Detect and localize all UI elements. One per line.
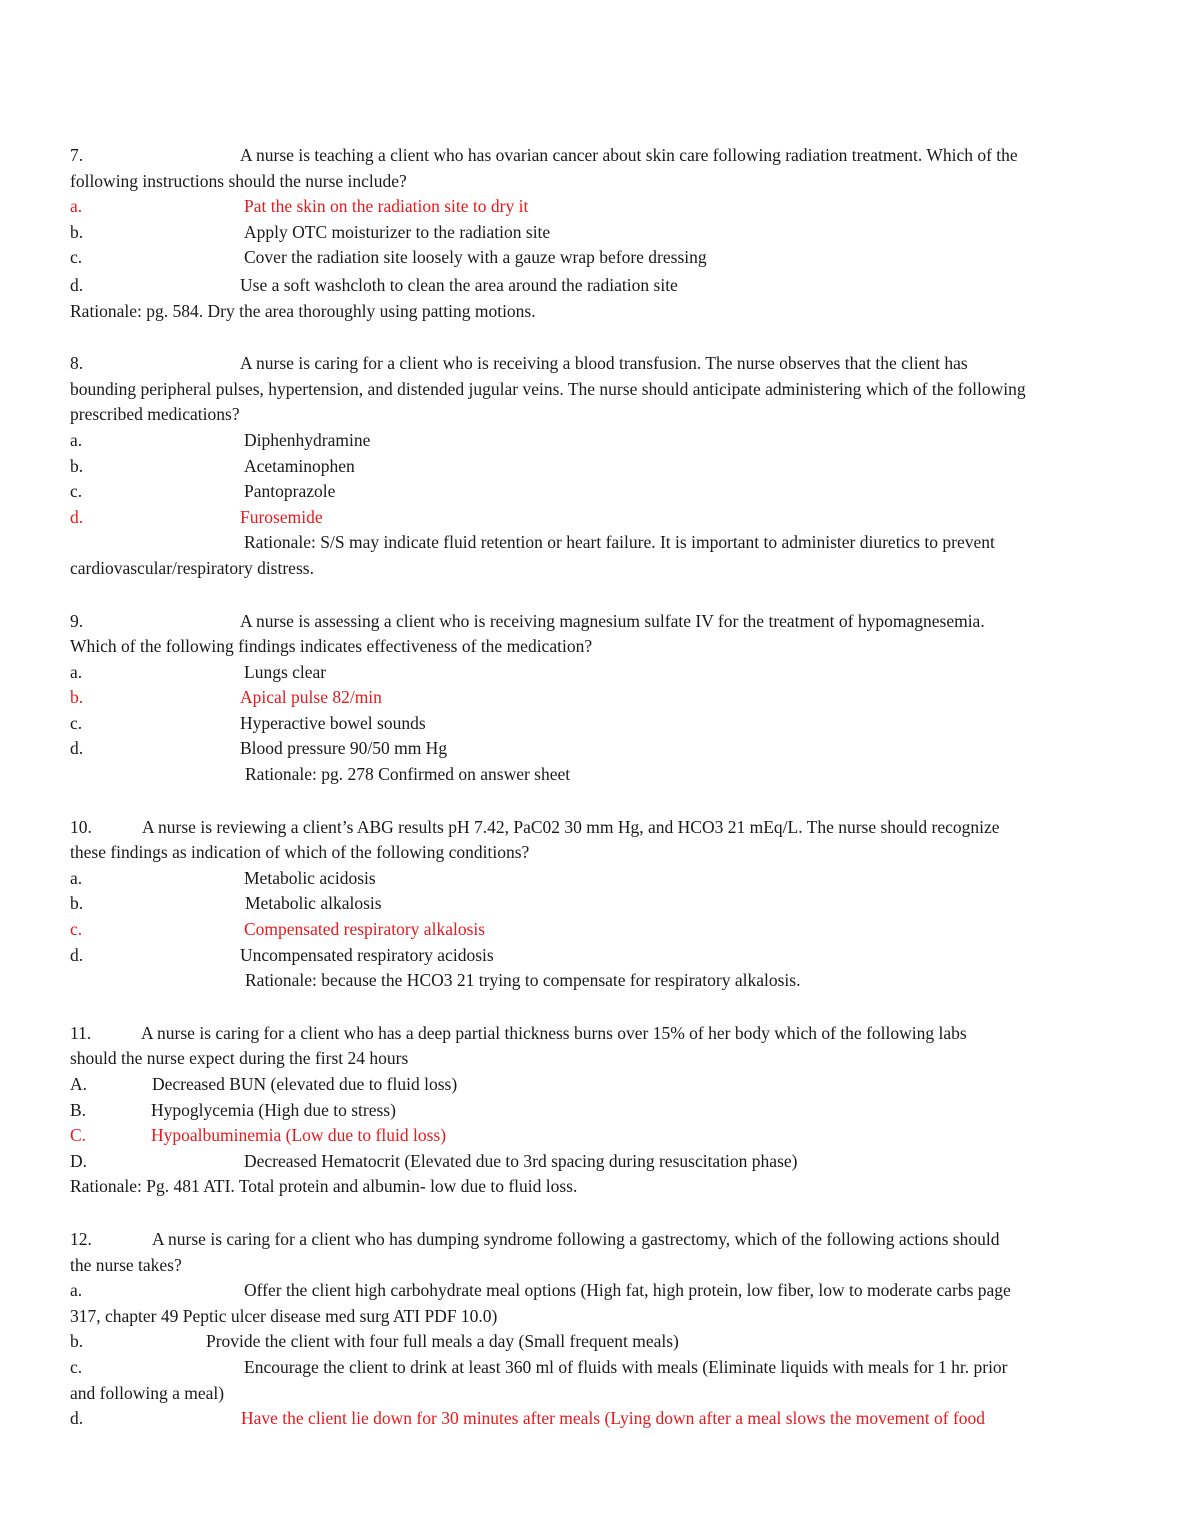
question-stem-line	[70, 1227, 1130, 1253]
option-c-continued: and following a meal)	[70, 1382, 225, 1403]
question-9	[70, 609, 1130, 788]
option-letter: c.	[70, 247, 83, 268]
option-d-correct	[70, 505, 1130, 531]
option-letter: b.	[70, 893, 84, 914]
option-text: Furosemide	[240, 506, 323, 527]
question-7	[70, 143, 1130, 324]
question-stem-continued: should the nurse expect during the first 24 hours	[70, 1048, 409, 1069]
option-text: Lungs clear	[244, 661, 327, 682]
option-letter: d.	[70, 274, 84, 295]
option-letter: b.	[70, 687, 84, 708]
option-d	[70, 273, 1130, 299]
option-b	[70, 1329, 1130, 1355]
option-letter: a.	[70, 1280, 83, 1301]
option-letter: a.	[70, 867, 83, 888]
option-letter: a.	[70, 196, 83, 217]
option-text-correct: Have the client lie down for 30 minutes after meals (Lying down after a meal slows the movement of food	[241, 1408, 986, 1429]
option-d	[70, 943, 1130, 969]
question-stem-line	[70, 143, 1130, 169]
option-text: Apical pulse 82/min	[240, 687, 382, 708]
option-text: Blood pressure 90/50 mm Hg	[240, 738, 448, 759]
question-number: 12.	[70, 1228, 92, 1249]
option-letter: a.	[70, 661, 83, 682]
question-stem-continued: Which of the following findings indicates effectiveness of the medication?	[70, 636, 593, 657]
option-text: Offer the client high carbohydrate meal options (High fat, high protein, low fiber, low to moderate carbs page	[244, 1280, 1011, 1301]
option-text: Diphenhydramine	[244, 429, 371, 450]
option-b-correct	[70, 685, 1130, 711]
rationale: Rationale: pg. 278 Confirmed on answer sheet	[245, 764, 571, 785]
option-letter: b.	[70, 221, 84, 242]
option-letter: c.	[70, 712, 83, 733]
option-b	[70, 220, 1130, 246]
option-text: Pat the skin on the radiation site to dry it	[244, 196, 529, 217]
option-text: Hypoglycemia (High due to stress)	[151, 1099, 396, 1120]
option-text: Provide the client with four full meals a day (Small frequent meals)	[206, 1331, 679, 1352]
rationale: Rationale: S/S may indicate fluid retention or heart failure. It is important to administer diuretics to prevent	[244, 532, 995, 553]
option-text: Metabolic acidosis	[244, 867, 376, 888]
option-letter: C.	[70, 1125, 87, 1146]
question-number: 10.	[70, 816, 92, 837]
question-12	[70, 1227, 1130, 1432]
question-stem-line	[70, 609, 1130, 635]
question-stem-continued: bounding peripheral pulses, hypertension, and distended jugular veins. The nurse should anticipate administering which of the following prescribed medications?	[70, 378, 1026, 425]
question-11	[70, 1021, 1130, 1200]
option-c-correct	[70, 1123, 1130, 1149]
option-letter: c.	[70, 481, 83, 502]
option-text: Uncompensated respiratory acidosis	[240, 944, 494, 965]
question-stem: A nurse is caring for a client who has a deep partial thickness burns over 15% of her body which of the following labs	[141, 1022, 967, 1043]
question-stem-line	[70, 1021, 1130, 1047]
document-page	[70, 143, 1130, 1459]
option-letter: D.	[70, 1150, 88, 1171]
option-text: Encourage the client to drink at least 360 ml of fluids with meals (Eliminate liquids with meals for 1 hr. prior	[244, 1356, 1008, 1377]
option-letter: d.	[70, 944, 84, 965]
option-text: Pantoprazole	[244, 481, 336, 502]
rationale-line	[70, 530, 1130, 556]
rationale: Rationale: Pg. 481 ATI. Total protein and albumin- low due to fluid loss.	[70, 1176, 578, 1197]
question-number: 7.	[70, 145, 84, 165]
option-letter: c.	[70, 1356, 83, 1377]
rationale-line	[70, 762, 1130, 788]
question-stem-line	[70, 815, 1130, 841]
option-text: Use a soft washcloth to clean the area around the radiation site	[240, 274, 678, 295]
option-a	[70, 866, 1130, 892]
question-stem-continued: the nurse takes?	[70, 1254, 182, 1275]
option-letter: B.	[70, 1099, 87, 1120]
option-c	[70, 245, 1130, 271]
option-text: Hyperactive bowel sounds	[240, 712, 426, 733]
option-c	[70, 711, 1130, 737]
rationale-line	[70, 968, 1130, 994]
question-10	[70, 815, 1130, 994]
question-number: 9.	[70, 610, 84, 631]
option-c-correct	[70, 917, 1130, 943]
question-number: 11.	[70, 1022, 92, 1043]
option-d-line	[70, 1406, 1130, 1432]
option-c	[70, 479, 1130, 505]
question-stem-continued: these findings as indication of which of the following conditions?	[70, 842, 530, 863]
question-8	[70, 351, 1130, 581]
option-d	[70, 1149, 1130, 1175]
rationale-continued: cardiovascular/respiratory distress.	[70, 557, 314, 578]
option-letter: d.	[70, 506, 84, 527]
question-stem-continued: following instructions should the nurse include?	[70, 170, 407, 191]
option-a	[70, 660, 1130, 686]
option-letter: c.	[70, 919, 83, 940]
question-stem-line	[70, 351, 1130, 377]
question-stem: A nurse is reviewing a client’s ABG results pH 7.42, PaC02 30 mm Hg, and HCO3 21 mEq/L. The nurse should recognize	[142, 816, 1000, 837]
question-stem: A nurse is assessing a client who is receiving magnesium sulfate IV for the treatment of hypomagnesemia.	[240, 610, 985, 631]
rationale: Rationale: because the HCO3 21 trying to compensate for respiratory alkalosis.	[245, 970, 801, 991]
option-text: Hypoalbuminemia (Low due to fluid loss)	[151, 1125, 447, 1146]
option-letter: b.	[70, 455, 84, 476]
option-letter: d.	[70, 1408, 84, 1429]
option-c	[70, 1355, 1130, 1381]
option-letter: b.	[70, 1331, 84, 1352]
rationale: Rationale: pg. 584. Dry the area thoroughly using patting motions.	[70, 300, 536, 321]
option-b	[70, 891, 1130, 917]
option-text: Cover the radiation site loosely with a gauze wrap before dressing	[244, 247, 707, 268]
question-stem: A nurse is teaching a client who has ovarian cancer about skin care following radiation treatment. Which of the	[240, 145, 1018, 165]
option-a	[70, 1072, 1130, 1098]
option-d	[70, 736, 1130, 762]
option-letter: d.	[70, 738, 84, 759]
option-b	[70, 454, 1130, 480]
option-letter: A.	[70, 1074, 88, 1094]
option-a-continued: 317, chapter 49 Peptic ulcer disease med surg ATI PDF 10.0)	[70, 1305, 498, 1326]
option-a	[70, 428, 1130, 454]
option-text: Decreased Hematocrit (Elevated due to 3rd spacing during resuscitation phase)	[244, 1150, 798, 1171]
option-text: Metabolic alkalosis	[245, 893, 382, 914]
question-stem: A nurse is caring for a client who has dumping syndrome following a gastrectomy, which of the following actions should	[152, 1228, 1000, 1249]
option-text: Apply OTC moisturizer to the radiation site	[244, 221, 551, 242]
question-number: 8.	[70, 353, 84, 374]
option-text: Acetaminophen	[244, 455, 355, 476]
option-text: Compensated respiratory alkalosis	[244, 919, 486, 940]
option-text: Decreased BUN (elevated due to fluid loss)	[152, 1074, 458, 1094]
option-a-correct	[70, 194, 1130, 220]
option-letter: a.	[70, 429, 83, 450]
option-a	[70, 1278, 1130, 1304]
option-b	[70, 1098, 1130, 1124]
question-stem: A nurse is caring for a client who is receiving a blood transfusion. The nurse observes that the client has	[240, 353, 968, 374]
